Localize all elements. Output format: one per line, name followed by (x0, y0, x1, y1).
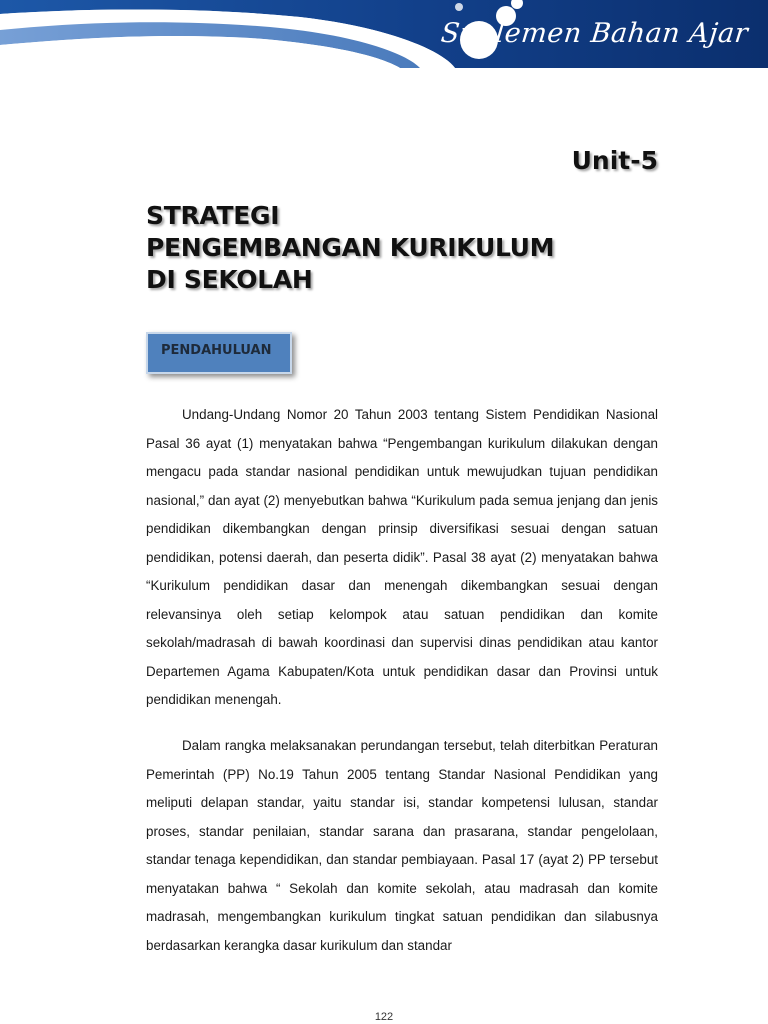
unit-label: Unit-5 (571, 146, 658, 175)
chapter-title-line: PENGEMBANGAN KURIKULUM (146, 233, 555, 262)
header-title: Suplemen Bahan Ajar (439, 18, 750, 49)
chapter-title-line: STRATEGI (146, 201, 280, 230)
header-banner (0, 0, 768, 68)
body-paragraph: Undang-Undang Nomor 20 Tahun 2003 tentang Sistem Pendidikan Nasional Pasal 36 ayat (1) menyatakan bahwa “Pengembangan kurikulum dilakukan dengan mengacu pada standar nasional pendidikan untuk mewujudkan tujuan pendidikan nasional,” dan ayat (2) menyebutkan bahwa “Kurikulum pada semua jenjang dan jenis pendidikan dikembangkan dengan prinsip diversifikasi sesuai dengan satuan pendidikan, potensi daerah, dan peserta didik”. Pasal 38 ayat (2) menyatakan bahwa “Kurikulum pendidikan dasar dan menengah dikembangkan sesuai dengan relevansinya oleh setiap kelompok atau satuan pendidikan dan komite sekolah/madrasah di bawah koordinasi dan supervisi dinas pendidikan atau kantor Departemen Agama Kabupaten/Kota untuk pendidikan dasar dan Provinsi untuk pendidikan menengah. (146, 407, 658, 707)
section-heading-label: PENDAHULUAN (161, 343, 272, 358)
page-number: 122 (374, 1011, 394, 1023)
chapter-title (146, 200, 706, 296)
chapter-title-line: DI SEKOLAH (146, 265, 313, 294)
decorative-circle-icon (455, 3, 463, 11)
section-heading-box (146, 332, 292, 374)
body-paragraph: Dalam rangka melaksanakan perundangan tersebut, telah diterbitkan Peraturan Pemerintah (PP) No.19 Tahun 2005 tentang Standar Nasional Pendidikan yang meliputi delapan standar, yaitu standar isi, standar kompetensi lulusan, standar proses, standar penilaian, standar sarana dan prasarana, standar pengelolaan, standar tenaga kependidikan, dan standar pembiayaan. Pasal 17 (ayat 2) PP tersebut menyatakan bahwa “ Sekolah dan komite sekolah, atau madrasah dan komite madrasah, mengembangkan kurikulum tingkat satuan pendidikan dan silabusnya berdasarkan kerangka dasar kurikulum dan standar (146, 738, 658, 953)
